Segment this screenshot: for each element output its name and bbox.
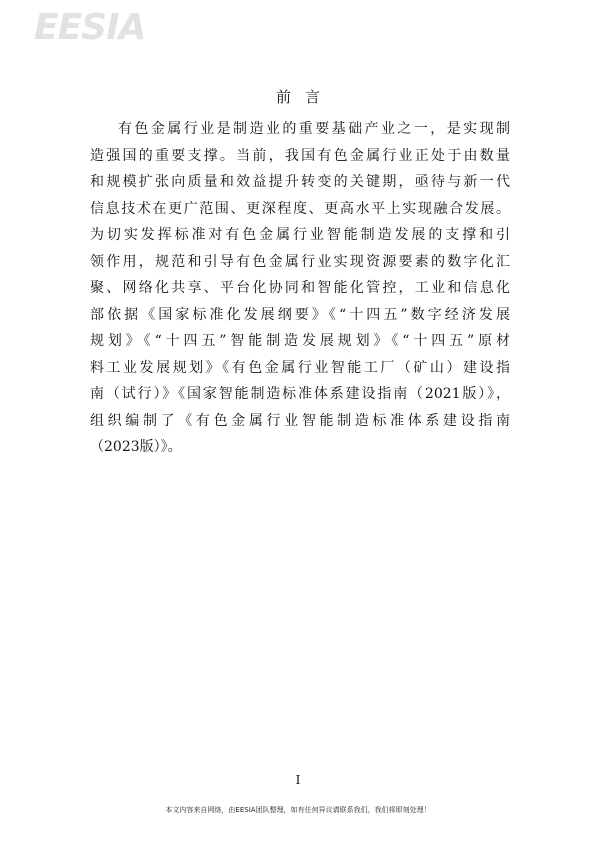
paragraph-line: 信息技术在更广范围、更深程度、更高水平上实现融合发展。 xyxy=(90,200,510,217)
paragraph-line: 料工业发展规划》《有色金属行业智能工厂（矿山）建设指 xyxy=(90,359,510,376)
page-title: 前言 xyxy=(275,88,334,106)
paragraph-line: 造强国的重要支撑。当前，我国有色金属行业正处于由数量 xyxy=(90,147,510,164)
eesia-logo: EESIA xyxy=(34,7,146,48)
paragraph-line: 组织编制了《有色金属行业智能制造标准体系建设指南 xyxy=(90,412,510,429)
paragraph-line: 聚、网络化共享、平台化协同和智能化管控，工业和信息化 xyxy=(90,280,510,296)
paragraph-line: （2023版）》。 xyxy=(90,439,182,455)
paragraph-line: 南（试行）》《国家智能制造标准体系建设指南（2021版）》， xyxy=(90,386,510,402)
paragraph-line: 领作用，规范和引导有色金属行业实现资源要素的数字化汇 xyxy=(90,253,510,270)
paragraph-line: 为切实发挥标准对有色金属行业智能制造发展的支撑和引 xyxy=(90,227,510,243)
paragraph-line: 和规模扩张向质量和效益提升转变的关键期，亟待与新一代 xyxy=(90,174,510,190)
preface-body xyxy=(90,116,510,461)
footer-disclaimer: 本文内容来自网络，由EESIA团队整理，如有任何异议请联系我们，我们将即刻处理！ xyxy=(165,806,431,814)
paragraph-line: 有色金属行业是制造业的重要基础产业之一，是实现制 xyxy=(118,121,510,137)
paragraph-line: 部依据《国家标准化发展纲要》《“十四五”数字经济发展 xyxy=(90,306,510,323)
page-number: I xyxy=(295,773,301,787)
paragraph-line: 规划》《“十四五”智能制造发展规划》《“十四五”原材 xyxy=(90,333,510,349)
